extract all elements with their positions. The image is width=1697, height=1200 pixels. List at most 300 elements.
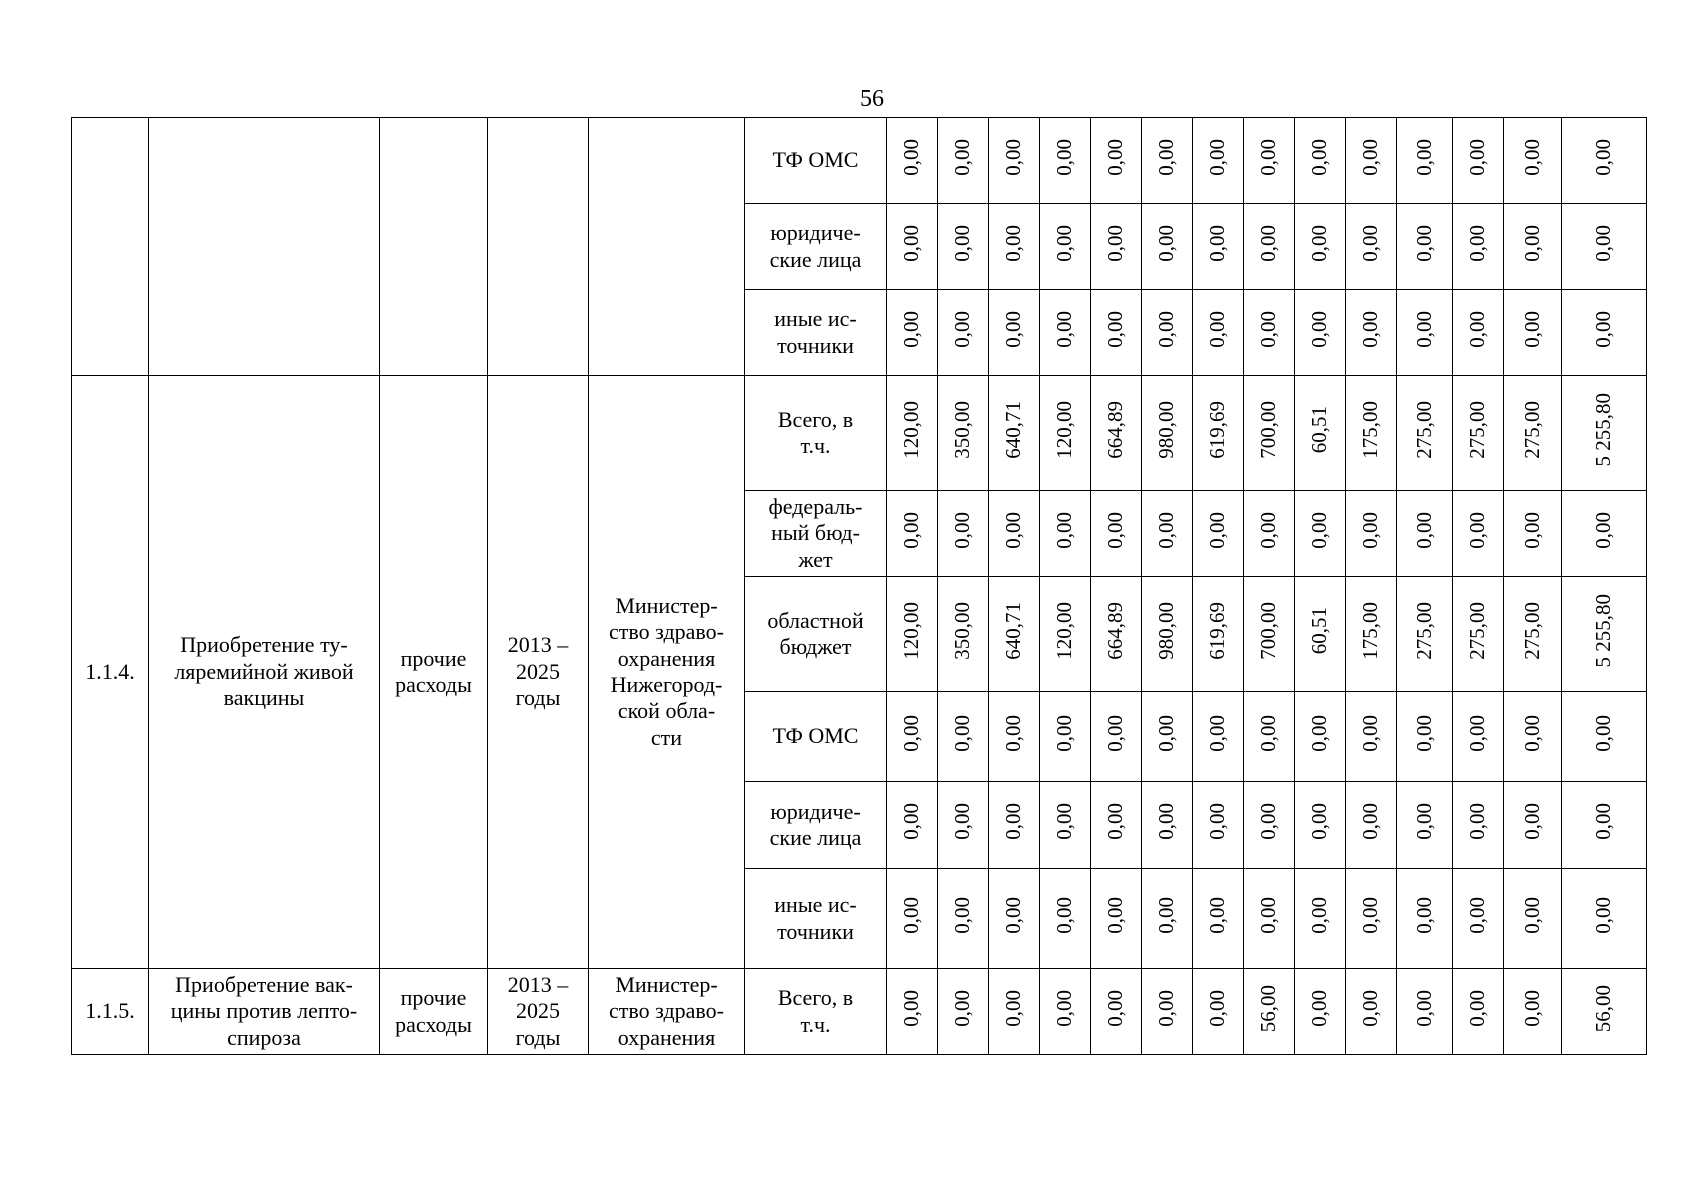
- value-text: 0,00: [1465, 138, 1490, 176]
- year-value-cell: [1244, 118, 1295, 204]
- year-value-cell: [1142, 491, 1193, 577]
- value-text: 0,00: [1358, 896, 1383, 934]
- year-value-cell: [1193, 204, 1244, 290]
- value-text: 0,00: [1001, 224, 1026, 262]
- value-text: 619,69: [1205, 601, 1230, 660]
- item-name-cell: [149, 969, 380, 1055]
- year-value-cell: [1244, 290, 1295, 376]
- year-value-cell: [1453, 869, 1504, 969]
- value-text: 0,00: [1154, 224, 1179, 262]
- expense-type-cell: [380, 376, 488, 969]
- year-value-cell: [887, 118, 938, 204]
- value-text: 60,51: [1307, 406, 1332, 454]
- year-value-cell: [887, 692, 938, 782]
- value-text: 0,00: [1001, 803, 1026, 841]
- value-text: 0,00: [950, 714, 975, 752]
- funding-source-cell: [745, 577, 887, 692]
- table-row: [72, 118, 1647, 204]
- year-value-cell: [1397, 782, 1453, 869]
- value-text: 0,00: [1358, 989, 1383, 1027]
- funding-source-line: Всего, в: [777, 985, 854, 1011]
- value-text: 664,89: [1103, 400, 1128, 459]
- year-value-cell: [1453, 692, 1504, 782]
- value-text: 0,00: [1411, 310, 1436, 348]
- year-value-cell: [1040, 491, 1091, 577]
- responsible-org-line: ство здраво-: [609, 998, 724, 1024]
- item-code-line: 1.1.5.: [85, 998, 135, 1024]
- value-text: 0,00: [1103, 714, 1128, 752]
- value-text: 0,00: [950, 138, 975, 176]
- year-value-cell: [1397, 491, 1453, 577]
- value-text: 0,00: [1465, 896, 1490, 934]
- value-text: 0,00: [1307, 989, 1332, 1027]
- year-value-cell: [1244, 869, 1295, 969]
- value-text: 350,00: [950, 601, 975, 660]
- year-value-cell: [1453, 376, 1504, 491]
- year-value-cell: [1295, 491, 1346, 577]
- year-value-cell: [1504, 692, 1562, 782]
- value-text: 0,00: [950, 224, 975, 262]
- year-value-cell: [1091, 491, 1142, 577]
- value-text: 0,00: [1519, 511, 1544, 549]
- value-text: 0,00: [1591, 714, 1616, 752]
- value-text: 0,00: [899, 224, 924, 262]
- value-text: 0,00: [1154, 138, 1179, 176]
- value-text: 0,00: [1205, 803, 1230, 841]
- value-text: 640,71: [1001, 400, 1026, 459]
- year-value-cell: [1040, 118, 1091, 204]
- value-text: 120,00: [899, 400, 924, 459]
- period-line: 2013 –: [507, 632, 569, 658]
- year-value-cell: [1193, 692, 1244, 782]
- value-text: 0,00: [1103, 224, 1128, 262]
- value-text: 0,00: [1052, 896, 1077, 934]
- value-text: 0,00: [1519, 896, 1544, 934]
- year-value-cell: [1453, 969, 1504, 1055]
- year-value-cell: [1346, 204, 1397, 290]
- value-text: 0,00: [1052, 714, 1077, 752]
- value-text: 0,00: [1358, 310, 1383, 348]
- item-name-line: цины против лепто-: [170, 998, 358, 1024]
- funding-source-cell: [745, 204, 887, 290]
- page-number: 56: [860, 86, 884, 112]
- year-value-cell: [1397, 577, 1453, 692]
- year-value-cell: [989, 869, 1040, 969]
- item-name-line: вакцины: [223, 685, 305, 711]
- year-value-cell: [989, 782, 1040, 869]
- responsible-org-line: ство здраво-: [609, 619, 724, 645]
- value-text: 0,00: [1307, 714, 1332, 752]
- value-text: 0,00: [1411, 989, 1436, 1027]
- year-value-cell: [1295, 969, 1346, 1055]
- value-text: 0,00: [899, 714, 924, 752]
- period-line: 2025: [516, 658, 560, 684]
- year-value-cell: [989, 692, 1040, 782]
- expense-type-line: прочие: [400, 985, 467, 1011]
- year-value-cell: [1504, 376, 1562, 491]
- value-text: 0,00: [1411, 224, 1436, 262]
- item-name-line: Приобретение ту-: [180, 632, 348, 658]
- period-line: 2013 –: [507, 971, 569, 997]
- funding-source-cell: [745, 118, 887, 204]
- value-text: 0,00: [1154, 714, 1179, 752]
- value-text: 0,00: [1052, 803, 1077, 841]
- year-value-cell: [1040, 782, 1091, 869]
- year-value-cell: [1397, 290, 1453, 376]
- year-value-cell: [1346, 692, 1397, 782]
- value-text: 664,89: [1103, 601, 1128, 660]
- value-text: 0,00: [1001, 896, 1026, 934]
- item-name-cell: [149, 376, 380, 969]
- item-name-cell: [149, 118, 380, 376]
- value-text: 275,00: [1465, 601, 1490, 660]
- year-value-cell: [1295, 577, 1346, 692]
- value-text: 275,00: [1411, 400, 1436, 459]
- value-text: 0,00: [1154, 310, 1179, 348]
- total-value-cell: [1562, 692, 1647, 782]
- value-text: 0,00: [1001, 989, 1026, 1027]
- value-text: 0,00: [950, 896, 975, 934]
- funding-source-cell: [745, 290, 887, 376]
- value-text: 120,00: [1052, 601, 1077, 660]
- value-text: 275,00: [1519, 400, 1544, 459]
- year-value-cell: [1091, 204, 1142, 290]
- value-text: 0,00: [1001, 138, 1026, 176]
- value-text: 0,00: [1256, 803, 1281, 841]
- value-text: 0,00: [1103, 511, 1128, 549]
- year-value-cell: [1346, 290, 1397, 376]
- value-text: 275,00: [1465, 400, 1490, 459]
- total-value-cell: [1562, 118, 1647, 204]
- year-value-cell: [1244, 204, 1295, 290]
- value-text: 0,00: [1411, 714, 1436, 752]
- value-text: 0,00: [1205, 896, 1230, 934]
- year-value-cell: [1397, 869, 1453, 969]
- item-name-line: Приобретение вак-: [175, 971, 353, 997]
- funding-source-line: т.ч.: [800, 1011, 831, 1037]
- year-value-cell: [1142, 577, 1193, 692]
- value-text: 56,00: [1256, 984, 1281, 1032]
- year-value-cell: [1453, 118, 1504, 204]
- value-text: 0,00: [1519, 224, 1544, 262]
- year-value-cell: [938, 491, 989, 577]
- year-value-cell: [1346, 869, 1397, 969]
- value-text: 0,00: [1465, 511, 1490, 549]
- funding-source-line: областной: [767, 607, 864, 633]
- year-value-cell: [1193, 376, 1244, 491]
- funding-source-line: точники: [777, 332, 854, 358]
- value-text: 0,00: [899, 989, 924, 1027]
- year-value-cell: [1040, 869, 1091, 969]
- year-value-cell: [1346, 577, 1397, 692]
- expense-type-line: прочие: [400, 645, 467, 671]
- year-value-cell: [1453, 204, 1504, 290]
- value-text: 0,00: [1103, 138, 1128, 176]
- year-value-cell: [1091, 869, 1142, 969]
- year-value-cell: [1142, 290, 1193, 376]
- period-cell: [488, 376, 589, 969]
- funding-source-line: Всего, в: [777, 406, 854, 432]
- year-value-cell: [938, 577, 989, 692]
- funding-source-line: ские лица: [769, 825, 862, 850]
- period-cell: [488, 969, 589, 1055]
- item-name-line: спироза: [227, 1024, 301, 1050]
- expense-type-cell: [380, 969, 488, 1055]
- value-text: 275,00: [1411, 601, 1436, 660]
- year-value-cell: [1142, 869, 1193, 969]
- funding-source-line: т.ч.: [800, 433, 831, 458]
- year-value-cell: [887, 376, 938, 491]
- year-value-cell: [1142, 692, 1193, 782]
- total-value-cell: [1562, 376, 1647, 491]
- year-value-cell: [1295, 782, 1346, 869]
- value-text: 0,00: [1103, 989, 1128, 1027]
- responsible-org-line: Министер-: [615, 592, 718, 618]
- value-text: 0,00: [1256, 896, 1281, 934]
- value-text: 56,00: [1591, 984, 1616, 1032]
- value-text: 0,00: [1358, 803, 1383, 841]
- value-text: 0,00: [1256, 138, 1281, 176]
- funding-source-line: ный бюд-: [771, 520, 860, 546]
- value-text: 0,00: [1256, 511, 1281, 549]
- year-value-cell: [1397, 376, 1453, 491]
- year-value-cell: [1142, 118, 1193, 204]
- budget-table: [71, 117, 1647, 1055]
- item-code-line: 1.1.4.: [85, 658, 135, 684]
- year-value-cell: [1193, 577, 1244, 692]
- value-text: 0,00: [950, 803, 975, 841]
- value-text: 0,00: [1591, 138, 1616, 176]
- item-code-cell: [72, 376, 149, 969]
- value-text: 0,00: [899, 896, 924, 934]
- value-text: 0,00: [1519, 310, 1544, 348]
- value-text: 0,00: [1103, 896, 1128, 934]
- funding-source-cell: [745, 869, 887, 969]
- funding-source-cell: [745, 969, 887, 1055]
- funding-source-line: бюджет: [779, 634, 852, 659]
- value-text: 0,00: [1465, 310, 1490, 348]
- value-text: 0,00: [1307, 896, 1332, 934]
- year-value-cell: [1453, 782, 1504, 869]
- year-value-cell: [1504, 869, 1562, 969]
- year-value-cell: [1040, 969, 1091, 1055]
- year-value-cell: [1142, 969, 1193, 1055]
- year-value-cell: [1091, 782, 1142, 869]
- expense-type-line: расходы: [395, 1011, 472, 1037]
- year-value-cell: [1397, 118, 1453, 204]
- year-value-cell: [1346, 376, 1397, 491]
- total-value-cell: [1562, 204, 1647, 290]
- year-value-cell: [1040, 204, 1091, 290]
- value-text: 0,00: [1307, 511, 1332, 549]
- year-value-cell: [1193, 491, 1244, 577]
- year-value-cell: [1193, 869, 1244, 969]
- year-value-cell: [887, 491, 938, 577]
- item-code-cell: [72, 969, 149, 1055]
- value-text: 0,00: [1052, 511, 1077, 549]
- table-row: [72, 376, 1647, 491]
- value-text: 0,00: [1103, 310, 1128, 348]
- responsible-org-cell: [589, 118, 745, 376]
- year-value-cell: [989, 491, 1040, 577]
- value-text: 175,00: [1358, 400, 1383, 459]
- value-text: 120,00: [899, 601, 924, 660]
- year-value-cell: [1504, 577, 1562, 692]
- year-value-cell: [938, 290, 989, 376]
- year-value-cell: [938, 782, 989, 869]
- value-text: 0,00: [1052, 989, 1077, 1027]
- year-value-cell: [1244, 491, 1295, 577]
- value-text: 0,00: [1591, 896, 1616, 934]
- value-text: 0,00: [1411, 511, 1436, 549]
- budget-table-body: [72, 118, 1647, 1055]
- value-text: 0,00: [1307, 138, 1332, 176]
- period-line: 2025: [516, 998, 560, 1024]
- year-value-cell: [1193, 118, 1244, 204]
- value-text: 0,00: [1307, 803, 1332, 841]
- year-value-cell: [887, 969, 938, 1055]
- year-value-cell: [1295, 869, 1346, 969]
- value-text: 0,00: [1411, 803, 1436, 841]
- year-value-cell: [938, 376, 989, 491]
- year-value-cell: [938, 869, 989, 969]
- year-value-cell: [989, 118, 1040, 204]
- total-value-cell: [1562, 577, 1647, 692]
- year-value-cell: [1244, 692, 1295, 782]
- total-value-cell: [1562, 782, 1647, 869]
- funding-source-cell: [745, 782, 887, 869]
- funding-source-line: ТФ ОМС: [772, 723, 859, 749]
- value-text: 350,00: [950, 400, 975, 459]
- value-text: 0,00: [1205, 714, 1230, 752]
- year-value-cell: [1091, 577, 1142, 692]
- value-text: 0,00: [1465, 714, 1490, 752]
- value-text: 0,00: [950, 511, 975, 549]
- value-text: 0,00: [1103, 803, 1128, 841]
- item-name-line: ляремийной живой: [174, 658, 354, 684]
- year-value-cell: [887, 869, 938, 969]
- year-value-cell: [989, 376, 1040, 491]
- year-value-cell: [1091, 376, 1142, 491]
- year-value-cell: [1397, 204, 1453, 290]
- responsible-org-cell: [589, 969, 745, 1055]
- year-value-cell: [1453, 491, 1504, 577]
- year-value-cell: [989, 969, 1040, 1055]
- responsible-org-cell: [589, 376, 745, 969]
- value-text: 980,00: [1154, 601, 1179, 660]
- value-text: 0,00: [1591, 803, 1616, 841]
- year-value-cell: [1193, 290, 1244, 376]
- value-text: 60,51: [1307, 607, 1332, 655]
- year-value-cell: [1142, 782, 1193, 869]
- year-value-cell: [1091, 118, 1142, 204]
- year-value-cell: [1504, 969, 1562, 1055]
- year-value-cell: [1295, 204, 1346, 290]
- value-text: 0,00: [1205, 138, 1230, 176]
- responsible-org-line: ской обла-: [617, 698, 716, 724]
- funding-source-cell: [745, 692, 887, 782]
- year-value-cell: [938, 118, 989, 204]
- year-value-cell: [887, 290, 938, 376]
- value-text: 0,00: [1001, 511, 1026, 549]
- year-value-cell: [1295, 290, 1346, 376]
- table-row: [72, 969, 1647, 1055]
- value-text: 700,00: [1256, 400, 1281, 459]
- value-text: 0,00: [1052, 310, 1077, 348]
- value-text: 0,00: [1358, 138, 1383, 176]
- total-value-cell: [1562, 290, 1647, 376]
- year-value-cell: [1346, 118, 1397, 204]
- year-value-cell: [1091, 290, 1142, 376]
- year-value-cell: [938, 204, 989, 290]
- year-value-cell: [1504, 491, 1562, 577]
- year-value-cell: [1040, 376, 1091, 491]
- value-text: 0,00: [1465, 224, 1490, 262]
- funding-source-line: юридиче-: [770, 220, 861, 246]
- funding-source-cell: [745, 376, 887, 491]
- value-text: 0,00: [1519, 138, 1544, 176]
- value-text: 0,00: [1205, 224, 1230, 262]
- value-text: 980,00: [1154, 400, 1179, 459]
- year-value-cell: [1193, 969, 1244, 1055]
- value-text: 0,00: [1154, 989, 1179, 1027]
- value-text: 175,00: [1358, 601, 1383, 660]
- value-text: 0,00: [1256, 310, 1281, 348]
- value-text: 0,00: [1307, 310, 1332, 348]
- funding-source-line: жет: [798, 546, 833, 572]
- value-text: 0,00: [1591, 224, 1616, 262]
- year-value-cell: [1504, 118, 1562, 204]
- year-value-cell: [887, 782, 938, 869]
- year-value-cell: [1397, 692, 1453, 782]
- funding-source-line: точники: [777, 918, 854, 944]
- value-text: 0,00: [1358, 511, 1383, 549]
- value-text: 0,00: [1001, 310, 1026, 348]
- year-value-cell: [1040, 577, 1091, 692]
- year-value-cell: [1504, 782, 1562, 869]
- year-value-cell: [887, 204, 938, 290]
- year-value-cell: [1091, 969, 1142, 1055]
- total-value-cell: [1562, 491, 1647, 577]
- responsible-org-line: охранения: [617, 1024, 716, 1050]
- year-value-cell: [1397, 969, 1453, 1055]
- value-text: 0,00: [1358, 224, 1383, 262]
- year-value-cell: [1295, 118, 1346, 204]
- funding-source-line: иные ис-: [774, 892, 857, 918]
- period-cell: [488, 118, 589, 376]
- year-value-cell: [1295, 692, 1346, 782]
- year-value-cell: [1453, 577, 1504, 692]
- value-text: 0,00: [1591, 310, 1616, 348]
- value-text: 0,00: [1465, 989, 1490, 1027]
- year-value-cell: [1244, 376, 1295, 491]
- value-text: 0,00: [1154, 511, 1179, 549]
- year-value-cell: [1346, 782, 1397, 869]
- value-text: 0,00: [1256, 224, 1281, 262]
- value-text: 0,00: [1519, 803, 1544, 841]
- value-text: 0,00: [1205, 989, 1230, 1027]
- value-text: 0,00: [1001, 714, 1026, 752]
- expense-type-cell: [380, 118, 488, 376]
- funding-source-line: иные ис-: [774, 306, 857, 332]
- value-text: 0,00: [1205, 511, 1230, 549]
- year-value-cell: [938, 969, 989, 1055]
- year-value-cell: [1346, 491, 1397, 577]
- year-value-cell: [1453, 290, 1504, 376]
- value-text: 619,69: [1205, 400, 1230, 459]
- value-text: 0,00: [1465, 803, 1490, 841]
- value-text: 0,00: [899, 511, 924, 549]
